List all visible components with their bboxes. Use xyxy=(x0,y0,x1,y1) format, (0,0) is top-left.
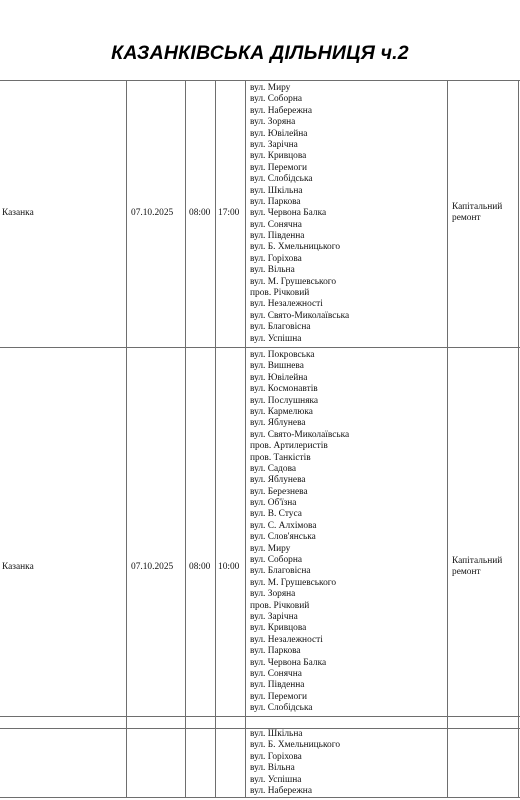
street-item: вул. Успішна xyxy=(250,333,302,344)
street-item: вул. Червона Балка xyxy=(250,208,327,219)
street-item: вул. Набережна xyxy=(250,105,312,116)
start-time-cell: 08:00 xyxy=(189,562,211,572)
table-border-right xyxy=(518,80,519,797)
street-item: пров. Танкістів xyxy=(250,452,311,463)
street-list xyxy=(250,729,446,797)
street-item: вул. С. Алхімова xyxy=(250,520,317,531)
column-divider xyxy=(215,80,216,797)
street-item: вул. Космонавтів xyxy=(250,384,318,395)
street-item: вул. М. Грушевського xyxy=(250,276,337,287)
column-divider xyxy=(185,80,186,797)
end-time-cell: 17:00 xyxy=(218,208,240,218)
street-item: вул. Вільна xyxy=(250,265,295,276)
street-item: вул. Благовісна xyxy=(250,566,311,577)
street-item: вул. Перемоги xyxy=(250,691,308,702)
street-item: вул. Ювілейна xyxy=(250,128,308,139)
table-border-top xyxy=(0,80,520,81)
street-item: вул. Незалежності xyxy=(250,634,323,645)
street-item: вул. Слобідська xyxy=(250,703,313,714)
end-time-cell: 10:00 xyxy=(218,562,240,572)
street-item: вул. Зарічна xyxy=(250,139,298,150)
street-item: вул. Миру xyxy=(250,543,291,554)
reason-cell: Капітальний ремонт xyxy=(452,202,503,224)
street-item: вул. Незалежності xyxy=(250,299,323,310)
street-item: вул. Сонячна xyxy=(250,219,302,230)
street-item: вул. Зоряна xyxy=(250,589,296,600)
street-item: пров. Річковий xyxy=(250,288,310,299)
street-item: пров. Річковий xyxy=(250,600,310,611)
street-item: вул. Свято-Миколаївська xyxy=(250,310,350,321)
street-list xyxy=(250,83,446,345)
street-item: вул. Миру xyxy=(250,83,291,93)
street-item: вул. В. Стуса xyxy=(250,509,302,520)
settlement-cell: Казанка xyxy=(2,208,34,218)
streets-cell xyxy=(250,83,446,345)
street-item: вул. Горіхова xyxy=(250,253,302,264)
street-item: вул. Благовісна xyxy=(250,322,311,333)
street-item: вул. Соборна xyxy=(250,555,303,566)
street-item: вул. Покровська xyxy=(250,350,315,360)
street-item: вул. Набережна xyxy=(250,785,312,796)
reason-cell: Капітальний ремонт xyxy=(452,556,503,578)
table-border-bottom xyxy=(0,797,520,798)
street-item: вул. Успішна xyxy=(250,774,302,785)
street-item: вул. Червона Балка xyxy=(250,657,327,668)
street-item: вул. Б. Хмельницького xyxy=(250,242,341,253)
street-item: вул. М. Грушевського xyxy=(250,577,337,588)
streets-cell xyxy=(250,350,446,716)
street-item: вул. Слобідська xyxy=(250,174,313,185)
street-item: вул. Шкільна xyxy=(250,185,303,196)
street-item: вул. Перемоги xyxy=(250,162,308,173)
street-item: вул. Об'їзна xyxy=(250,498,297,509)
street-item: вул. Горіхова xyxy=(250,751,302,762)
street-item: вул. Шкільна xyxy=(250,729,303,739)
streets-cell xyxy=(250,729,446,797)
row-divider xyxy=(0,716,520,717)
street-item: вул. Ювілейна xyxy=(250,372,308,383)
street-item: вул. Березнева xyxy=(250,486,308,497)
street-item: вул. Слов'янська xyxy=(250,532,316,543)
street-item: вул. Вільна xyxy=(250,763,295,774)
street-item: вул. Зарічна xyxy=(250,611,298,622)
street-item: вул. Південна xyxy=(250,231,305,242)
column-divider xyxy=(126,80,127,797)
date-cell: 07.10.2025 xyxy=(131,562,174,572)
street-item: вул. Паркова xyxy=(250,196,301,207)
street-item: вул. Зоряна xyxy=(250,117,296,128)
street-item: вул. Вишнева xyxy=(250,361,304,372)
start-time-cell: 08:00 xyxy=(189,208,211,218)
row-divider xyxy=(0,347,520,348)
street-list xyxy=(250,350,446,715)
street-item: пров. Артилеристів xyxy=(250,441,328,452)
street-item: вул. Послушняка xyxy=(250,395,319,406)
street-item: вул. Яблунева xyxy=(250,475,306,486)
street-item: вул. Сонячна xyxy=(250,668,302,679)
street-item: вул. Яблунева xyxy=(250,418,306,429)
column-divider xyxy=(447,80,448,797)
street-item: вул. Садова xyxy=(250,463,297,474)
page-title: КАЗАНКІВСЬКА ДІЛЬНИЦЯ ч.2 xyxy=(111,42,409,64)
street-item: вул. Південна xyxy=(250,680,305,691)
street-item: вул. Кармелюка xyxy=(250,406,313,417)
street-item: вул. Кривцова xyxy=(250,623,307,634)
street-item: вул. Соборна xyxy=(250,94,303,105)
street-item: вул. Паркова xyxy=(250,646,301,657)
settlement-cell: Казанка xyxy=(2,562,34,572)
column-divider xyxy=(245,80,246,797)
street-item: вул. Кривцова xyxy=(250,151,307,162)
street-item: вул. Б. Хмельницького xyxy=(250,740,341,751)
date-cell: 07.10.2025 xyxy=(131,208,174,218)
street-item: вул. Свято-Миколаївська xyxy=(250,429,350,440)
